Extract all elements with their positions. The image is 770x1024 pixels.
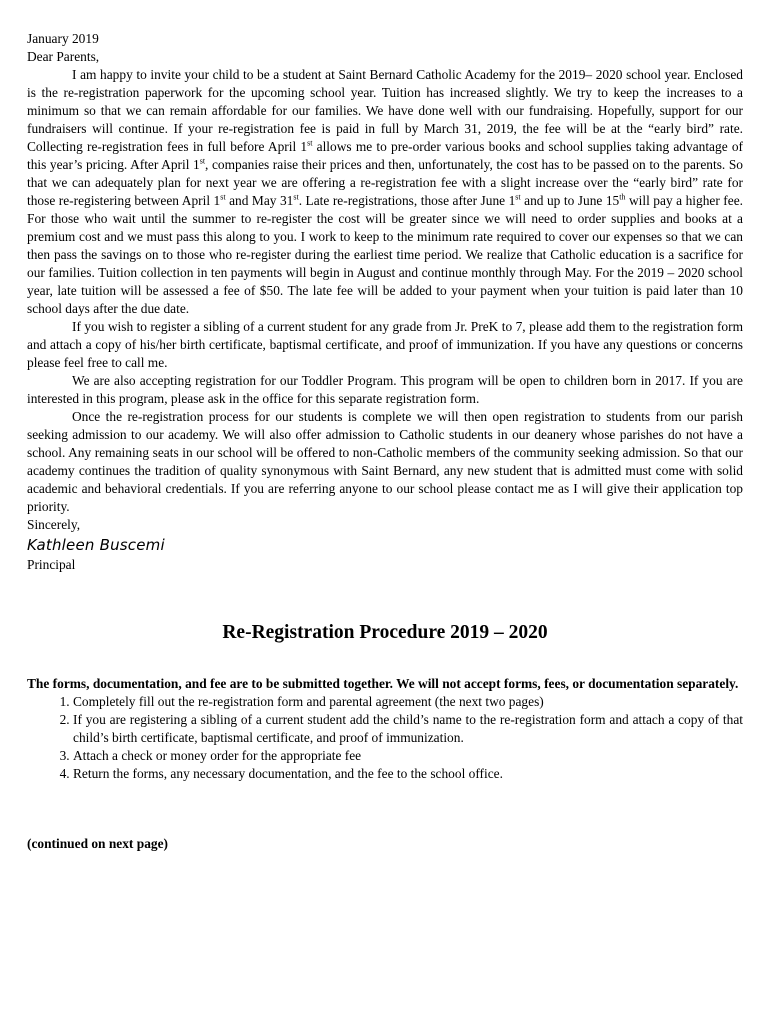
procedure-step: 4. Return the forms, any necessary documentation, and the fee to the school office. [73,765,743,783]
procedure-steps [27,693,743,783]
procedure-title: Re-Registration Procedure 2019 – 2020 [222,622,548,643]
procedure-step: 1. Completely fill out the re-registration form and parental agreement (the next two pages) [73,693,743,711]
letter [27,30,743,851]
paragraph-toddler: We are also accepting registration for our Toddler Program. This program will be open to children born in 2017. If you are interested in this program, please ask in the office for this separate registration form. [27,373,743,406]
signature: Kathleen Buscemi [27,536,165,554]
signer-title: Principal [27,557,76,572]
procedure-intro: The forms, documentation, and fee are to be submitted together. We will not accept forms, fees, or documentation separately. [27,676,739,691]
paragraph-admission: Once the re-registration process for our students is complete we will then open registration to students from our parish seeking admission to our academy. We will also offer admission to Catholic students in our deanery whose parishes do not have a school. Any remaining seats in our school will be offered to non-Catholic members of the community seeking admission. So that our academy continues the tradition of quality synonymous with Saint Bernard, any new student that is admitted must come with solid academic and behavioral credentials. If you are referring anyone to our school please contact me as I will give their application top priority. [27,409,743,514]
procedure-step: 2. If you are registering a sibling of a current student add the child’s name to the re-registration form and attach a copy of that child’s birth certificate, baptismal certificate, and proof of immunization. [73,711,743,747]
salutation: Dear Parents, [27,49,100,64]
procedure-section [27,675,743,783]
closing: Sincerely, [27,517,81,532]
paragraph-sibling: If you wish to register a sibling of a current student for any grade from Jr. PreK to 7, please add them to the registration form and attach a copy of his/her birth certificate, baptismal certificate, and proof of immunization. If you have any questions or concerns please feel free to call me. [27,319,743,370]
procedure-step: 3. Attach a check or money order for the appropriate fee [73,747,743,765]
paragraph-fees: I am happy to invite your child to be a student at Saint Bernard Catholic Academy for the 2019– 2020 school year. Enclosed is the re-registration paperwork for the upcoming school year. Tuition has increased slightly. We try to keep the increases to a minimum so that we can remain affordable for our families. We have done well with our fundraising. Hopefully, support for our fundraisers will continue. If your re-registration fee is paid in full by March 31, 2019, the fee will be at the “early bird” rate. Collecting re-registration fees in full before April 1st allows me to pre-order various books and school supplies taking advantage of this year’s pricing. After April 1st, companies raise their prices and then, unfortunately, the cost has to be passed on to the parents. So that we can adequately plan for next year we are offering a re-registration fee with a slight increase over the “early bird” rate for those re-registering between April 1st and May 31st. Late re-registrations, those after June 1st and up to June 15th will pay a higher fee. For those who wait until the summer to re-register the cost will be greater since we will need to order supplies and books at a premium cost and we must pass this along to you. I work to keep to the minimum rate required to cover our expenses so that we can then pass the savings on to those who re-register during the earliest time period. We realize that Catholic education is a sacrifice for our families. Tuition collection in ten payments will begin in August and continue monthly through May. For the 2019 – 2020 school year, late tuition will be assessed a fee of $50. The late fee will be added to your payment when your tuition is paid later than 10 school days after the due date. [27,67,743,316]
letter-date: January 2019 [27,31,99,46]
continued-note: (continued on next page) [27,836,168,851]
